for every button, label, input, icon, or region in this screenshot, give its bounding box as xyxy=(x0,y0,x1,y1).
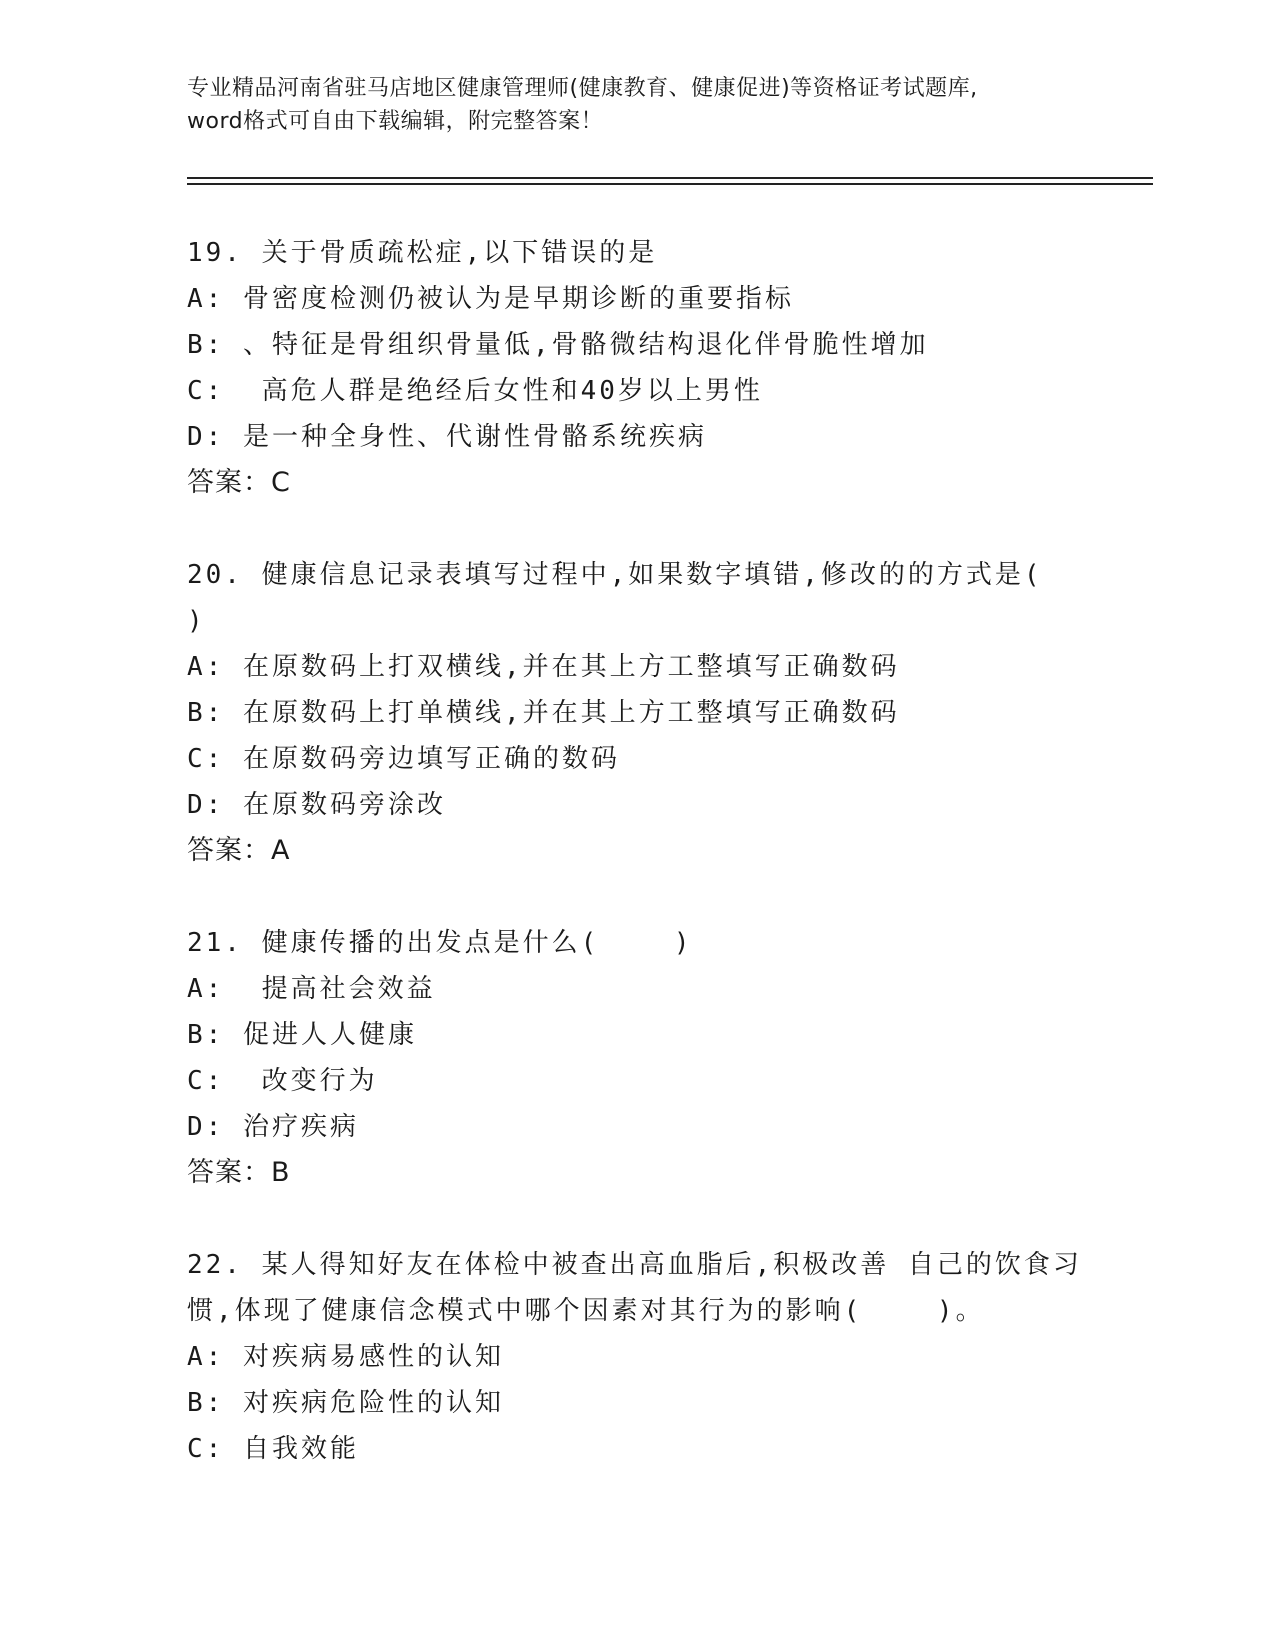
option-a: A: 对疾病易感性的认知 xyxy=(187,1342,504,1372)
header-line-2: word格式可自由下载编辑，附完整答案！ xyxy=(187,109,604,134)
option-b: B: 促进人人健康 xyxy=(187,1020,417,1050)
header-rule-bottom xyxy=(187,183,1153,185)
question-22 xyxy=(187,1242,1087,1472)
option-b: B: 对疾病危险性的认知 xyxy=(187,1388,504,1418)
answer: 答案：B xyxy=(187,1157,291,1188)
answer: 答案：A xyxy=(187,835,291,866)
option-b: B: 、特征是骨组织骨量低,骨骼微结构退化伴骨脆性增加 xyxy=(187,330,929,360)
question-text-continued: 惯,体现了健康信念模式中哪个因素对其行为的影响( )。 xyxy=(187,1296,985,1326)
option-d: D: 是一种全身性、代谢性骨骼系统疾病 xyxy=(187,422,707,452)
option-c: C: 改变行为 xyxy=(187,1066,378,1096)
question-list xyxy=(187,230,1087,1472)
question-text: 19. 关于骨质疏松症,以下错误的是 xyxy=(187,238,658,268)
option-d: D: 治疗疾病 xyxy=(187,1112,359,1142)
question-text: 22. 某人得知好友在体检中被查出高血脂后,积极改善 自己的饮食习 xyxy=(187,1250,1082,1280)
question-19 xyxy=(187,230,1087,506)
spacer xyxy=(187,506,1087,552)
header-line-1: 专业精品河南省驻马店地区健康管理师(健康教育、健康促进)等资格证考试题库, xyxy=(187,76,978,101)
header-rule-top xyxy=(187,177,1153,179)
spacer xyxy=(187,1196,1087,1242)
option-c: C: 高危人群是绝经后女性和40岁以上男性 xyxy=(187,376,763,406)
option-a: A: 提高社会效益 xyxy=(187,974,436,1004)
option-d: D: 在原数码旁涂改 xyxy=(187,790,446,820)
question-text: 20. 健康信息记录表填写过程中,如果数字填错,修改的的方式是( xyxy=(187,560,1043,590)
option-a: A: 在原数码上打双横线,并在其上方工整填写正确数码 xyxy=(187,652,900,682)
answer: 答案：C xyxy=(187,467,291,498)
question-text: 21. 健康传播的出发点是什么( ) xyxy=(187,928,693,958)
document-header xyxy=(187,72,1087,138)
question-21 xyxy=(187,920,1087,1196)
option-a: A: 骨密度检测仍被认为是早期诊断的重要指标 xyxy=(187,284,794,314)
spacer xyxy=(187,874,1087,920)
option-c: C: 自我效能 xyxy=(187,1434,359,1464)
option-b: B: 在原数码上打单横线,并在其上方工整填写正确数码 xyxy=(187,698,900,728)
question-text-continued: ) xyxy=(187,606,206,636)
question-20 xyxy=(187,552,1087,874)
option-c: C: 在原数码旁边填写正确的数码 xyxy=(187,744,620,774)
